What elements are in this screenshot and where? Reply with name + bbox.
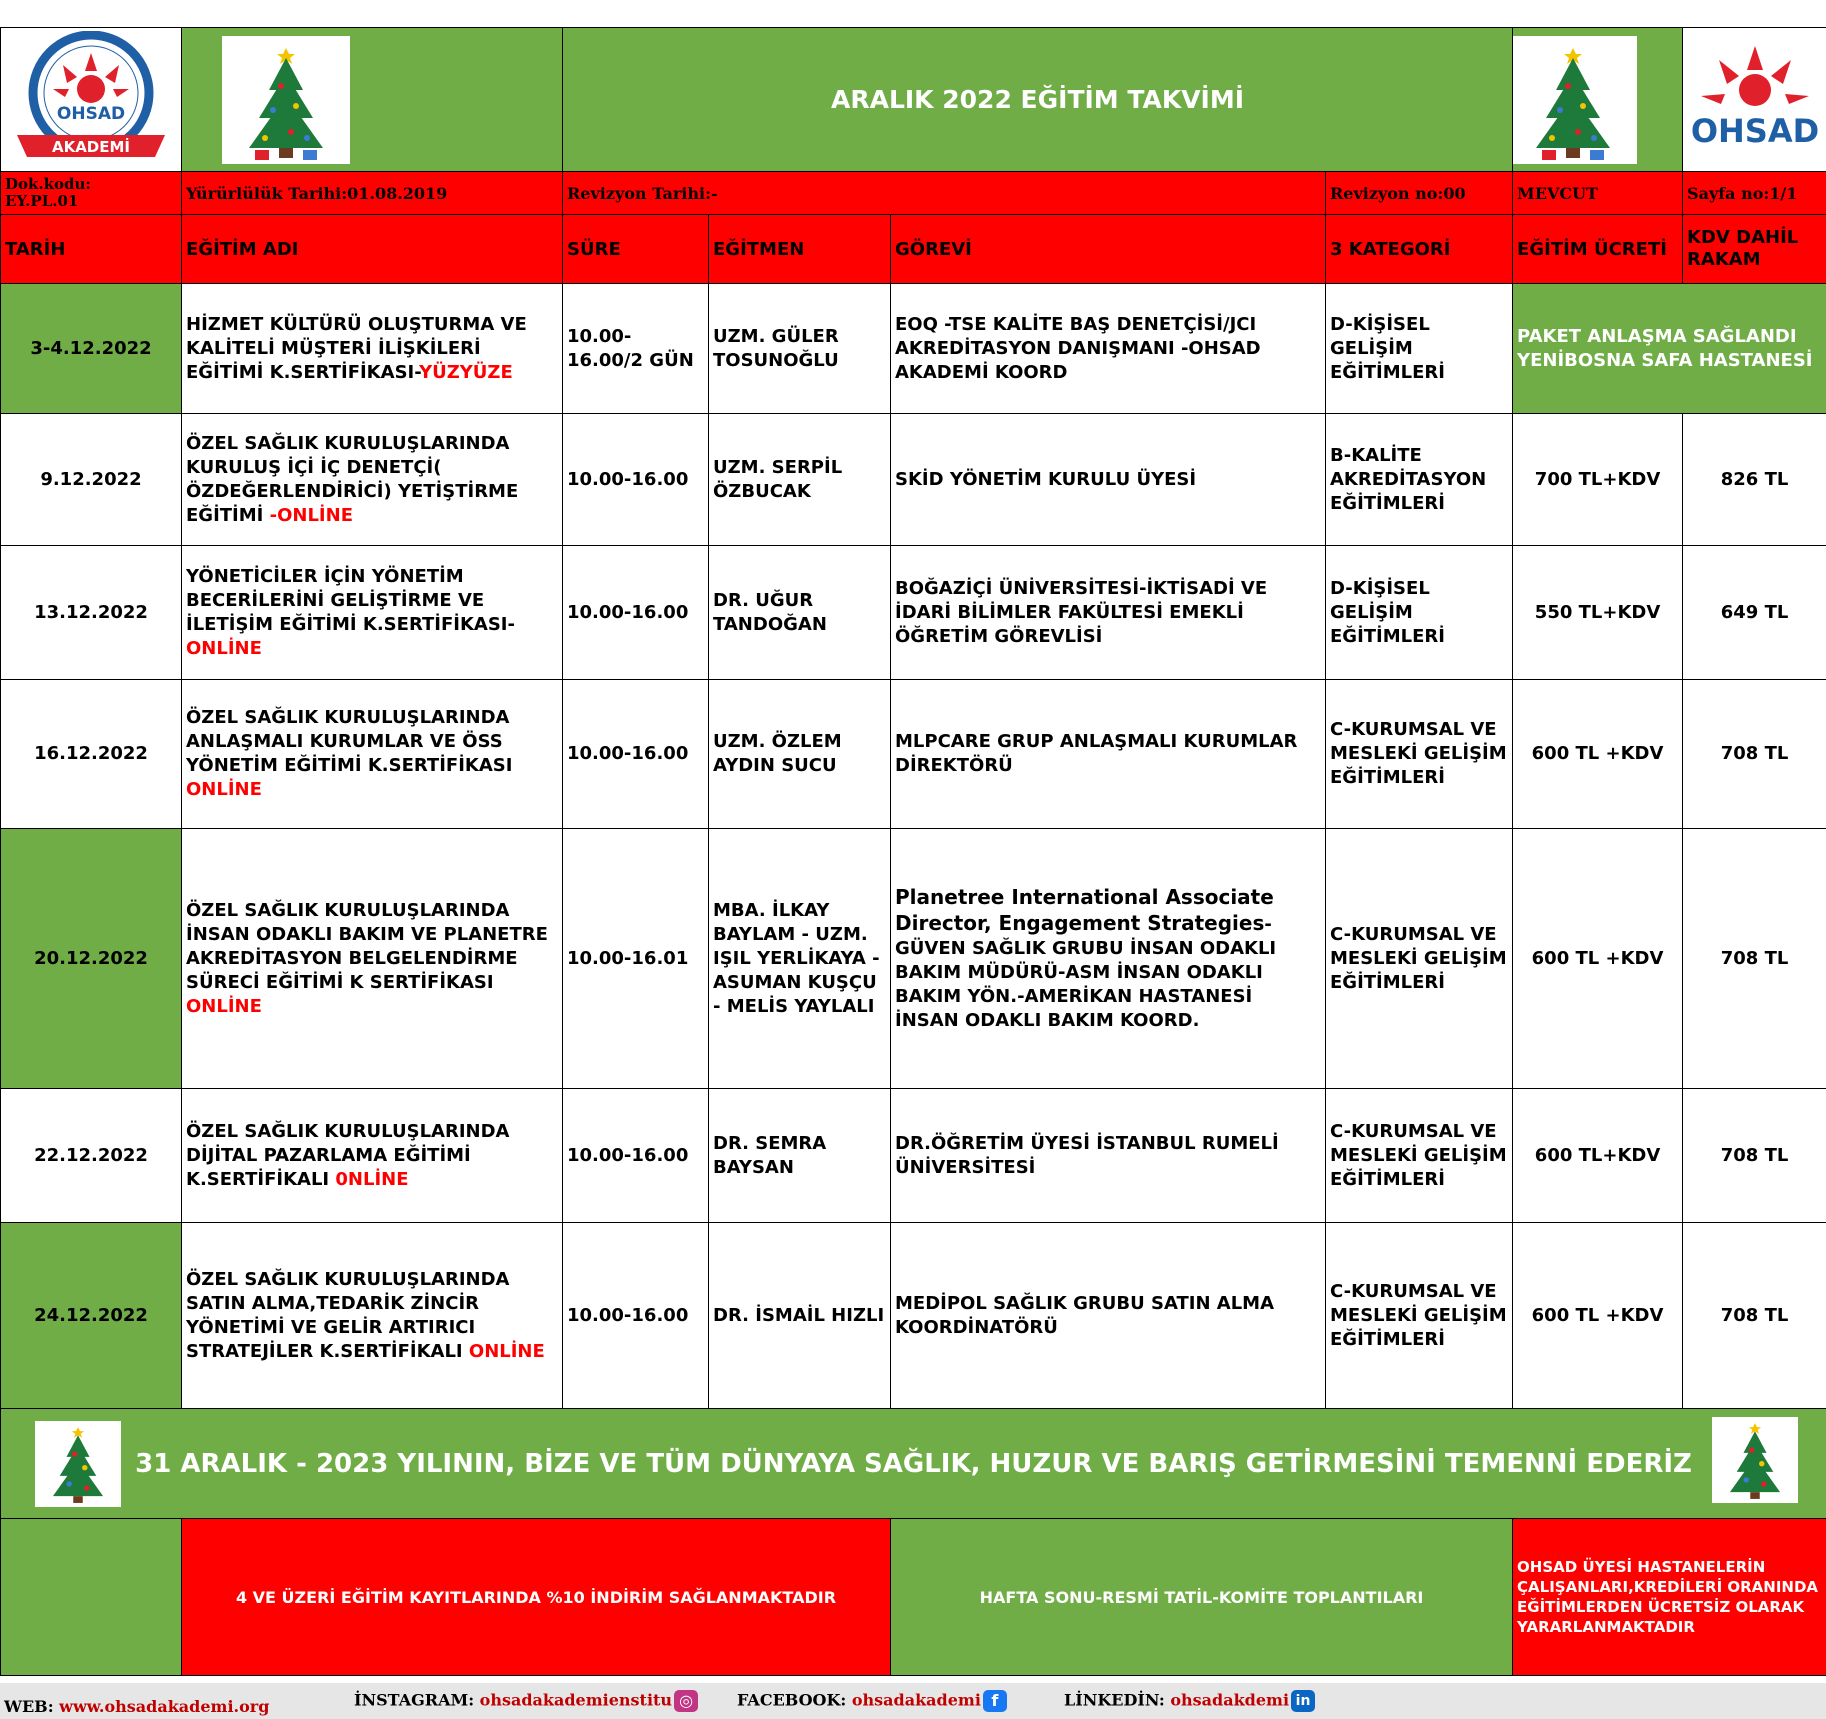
christmas-tree-icon: [222, 36, 350, 164]
trainer-name: UZM. SERPİL ÖZBUCAK: [709, 414, 891, 546]
page-number: Sayfa no:1/1: [1683, 172, 1826, 215]
format-tag: ONLİNE: [186, 637, 262, 659]
facebook-icon: f: [983, 1690, 1007, 1712]
greeting-row: [1, 1409, 1826, 1519]
table-row: [1, 1223, 1826, 1409]
trainer-name: DR. SEMRA BAYSAN: [709, 1089, 891, 1223]
trainer-role: MEDİPOL SAĞLIK GRUBU SATIN ALMA KOORDİNATÖRÜ: [891, 1223, 1326, 1409]
training-fee: 550 TL+KDV: [1513, 546, 1683, 680]
ohsad-logo: [1683, 28, 1826, 172]
format-tag: -ONLİNE: [269, 504, 353, 526]
training-date: 9.12.2022: [1, 414, 182, 546]
column-header-row: [1, 215, 1826, 284]
revision-date: Revizyon Tarihi:-: [563, 172, 1326, 215]
fee-with-vat: 708 TL: [1683, 1089, 1826, 1223]
training-name: HİZMET KÜLTÜRÜ OLUŞTURMA VE KALİTELİ MÜŞTERİ İLİŞKİLERİ EĞİTİMİ K.SERTİFİKASI-YÜZYÜZE: [182, 284, 563, 414]
trainer-role: BOĞAZİÇİ ÜNİVERSİTESİ-İKTİSADİ VE İDARİ BİLİMLER FAKÜLTESİ EMEKLİ ÖĞRETİM GÖREVLİSİ: [891, 546, 1326, 680]
christmas-tree-icon: [35, 1421, 121, 1507]
trainer-name: DR. İSMAİL HIZLI: [709, 1223, 891, 1409]
trainer-role: EOQ -TSE KALİTE BAŞ DENETÇİSİ/JCI AKREDİTASYON DANIŞMANI -OHSAD AKADEMİ KOORD: [891, 284, 1326, 414]
training-category: C-KURUMSAL VE MESLEKİ GELİŞİM EĞİTİMLERİ: [1326, 829, 1513, 1089]
status: MEVCUT: [1513, 172, 1683, 215]
training-duration: 10.00-16.00: [563, 1223, 709, 1409]
effective-date: Yürürlülük Tarihi:01.08.2019: [182, 172, 563, 215]
document-meta-row: [1, 172, 1826, 215]
member-note: OHSAD ÜYESİ HASTANELERİN ÇALIŞANLARI,KREDİLERİ ORANINDA EĞİTİMLERDEN ÜCRETSİZ OLARAK YARARLANMAKTADIR: [1513, 1519, 1826, 1676]
christmas-tree-icon: [1712, 1417, 1798, 1503]
training-duration: 10.00-16.00: [563, 414, 709, 546]
notes-spacer: [1, 1519, 182, 1676]
format-tag: YÜZYÜZE: [419, 361, 513, 383]
trainer-name: UZM. ÖZLEM AYDIN SUCU: [709, 680, 891, 829]
facebook-link[interactable]: FACEBOOK: ohsadakademi f: [737, 1690, 1007, 1712]
doc-code: Dok.kodu: EY.PL.01: [1, 172, 182, 215]
training-category: C-KURUMSAL VE MESLEKİ GELİŞİM EĞİTİMLERİ: [1326, 680, 1513, 829]
social-links-bar: [0, 1683, 1826, 1719]
format-tag: ONLİNE: [468, 1340, 545, 1362]
training-name: ÖZEL SAĞLIK KURULUŞLARINDA İNSAN ODAKLI BAKIM VE PLANETRE AKREDİTASYON BELGELENDİRME SÜRECİ EĞİTİMİ K SERTİFİKASI ONLİNE: [182, 829, 563, 1089]
training-date: 24.12.2022: [1, 1223, 182, 1409]
calendar-table: [0, 27, 1826, 1676]
trainer-role: DR.ÖĞRETİM ÜYESİ İSTANBUL RUMELİ ÜNİVERSİTESİ: [891, 1089, 1326, 1223]
format-tag: 0NLİNE: [335, 1168, 409, 1190]
training-name: ÖZEL SAĞLIK KURULUŞLARINDA DİJİTAL PAZARLAMA EĞİTİMİ K.SERTİFİKALI 0NLİNE: [182, 1089, 563, 1223]
training-duration: 10.00-16.00: [563, 1089, 709, 1223]
fee-with-vat: 708 TL: [1683, 829, 1826, 1089]
training-fee: 600 TL +KDV: [1513, 1223, 1683, 1409]
ohsad-akademi-logo: [1, 28, 182, 172]
discount-note: 4 VE ÜZERİ EĞİTİM KAYITLARINDA %10 İNDİRİM SAĞLANMAKTADIR: [182, 1519, 891, 1676]
training-fee: 700 TL+KDV: [1513, 414, 1683, 546]
web-link[interactable]: WEB: www.ohsadakademi.org: [4, 1697, 270, 1716]
table-row: [1, 284, 1826, 414]
weekend-note: HAFTA SONU-RESMİ TATİL-KOMİTE TOPLANTILARI: [891, 1519, 1513, 1676]
linkedin-icon: in: [1291, 1690, 1315, 1712]
training-date: 13.12.2022: [1, 546, 182, 680]
fee-with-vat: 649 TL: [1683, 546, 1826, 680]
format-tag: ONLİNE: [186, 995, 262, 1017]
linkedin-link[interactable]: LİNKEDİN: ohsadakdemi in: [1064, 1690, 1315, 1712]
table-row: [1, 546, 1826, 680]
training-date: 3-4.12.2022: [1, 284, 182, 414]
col-vat: KDV DAHİL RAKAM: [1683, 215, 1826, 284]
training-category: D-KİŞİSEL GELİŞİM EĞİTİMLERİ: [1326, 546, 1513, 680]
greeting-message: 31 ARALIK - 2023 YILININ, BİZE VE TÜM DÜNYAYA SAĞLIK, HUZUR VE BARIŞ GETİRMESİNİ TEMENNİ EDERİZ: [135, 1448, 1692, 1479]
table-row: [1, 1089, 1826, 1223]
revision-no: Revizyon no:00: [1326, 172, 1513, 215]
table-row: [1, 680, 1826, 829]
training-duration: 10.00-16.00: [563, 680, 709, 829]
training-name: ÖZEL SAĞLIK KURULUŞLARINDA KURULUŞ İÇİ İÇ DENETÇİ( ÖZDEĞERLENDİRİCİ) YETİŞTİRME EĞİTİMİ -ONLİNE: [182, 414, 563, 546]
training-date: 20.12.2022: [1, 829, 182, 1089]
col-name: EĞİTİM ADI: [182, 215, 563, 284]
tree-cell-left: [182, 28, 563, 172]
instagram-icon: ◎: [674, 1690, 698, 1712]
fee-with-vat: 708 TL: [1683, 680, 1826, 829]
fee-with-vat: 708 TL: [1683, 1223, 1826, 1409]
trainer-name: UZM. GÜLER TOSUNOĞLU: [709, 284, 891, 414]
training-fee: 600 TL +KDV: [1513, 829, 1683, 1089]
training-duration: 10.00-16.00/2 GÜN: [563, 284, 709, 414]
svg-text:OHSAD: OHSAD: [1690, 111, 1820, 150]
instagram-link[interactable]: İNSTAGRAM: ohsadakademienstitu ◎: [354, 1690, 698, 1712]
training-duration: 10.00-16.00: [563, 546, 709, 680]
svg-text:OHSAD: OHSAD: [56, 103, 126, 124]
trainer-role-lead: Planetree International Associate Director, Engagement Strategies: [895, 884, 1274, 935]
notes-row: [1, 1519, 1826, 1676]
training-calendar-sheet: [0, 27, 1826, 1676]
training-category: C-KURUMSAL VE MESLEKİ GELİŞİM EĞİTİMLERİ: [1326, 1223, 1513, 1409]
training-date: 22.12.2022: [1, 1089, 182, 1223]
trainer-name: DR. UĞUR TANDOĞAN: [709, 546, 891, 680]
training-name: YÖNETİCİLER İÇİN YÖNETİM BECERİLERİNİ GELİŞTİRME VE İLETİŞİM EĞİTİMİ K.SERTİFİKASI-ONLİNE: [182, 546, 563, 680]
training-name: ÖZEL SAĞLIK KURULUŞLARINDA ANLAŞMALI KURUMLAR VE ÖSS YÖNETİM EĞİTİMİ K.SERTİFİKASI ONLİNE: [182, 680, 563, 829]
trainer-role: MLPCARE GRUP ANLAŞMALI KURUMLAR DİREKTÖRÜ: [891, 680, 1326, 829]
training-category: D-KİŞİSEL GELİŞİM EĞİTİMLERİ: [1326, 284, 1513, 414]
title-row: [1, 28, 1826, 172]
trainer-role: SKİD YÖNETİM KURULU ÜYESİ: [891, 414, 1326, 546]
package-note: PAKET ANLAŞMA SAĞLANDI YENİBOSNA SAFA HASTANESİ: [1513, 284, 1826, 414]
col-date: TARİH: [1, 215, 182, 284]
tree-cell-right: [1513, 28, 1683, 172]
col-category: 3 KATEGORİ: [1326, 215, 1513, 284]
col-role: GÖREVİ: [891, 215, 1326, 284]
training-duration: 10.00-16.01: [563, 829, 709, 1089]
training-fee: 600 TL+KDV: [1513, 1089, 1683, 1223]
training-name: ÖZEL SAĞLIK KURULUŞLARINDA SATIN ALMA,TEDARİK ZİNCİR YÖNETİMİ VE GELİR ARTIRICI STRATEJİLER K.SERTİFİKALI ONLİNE: [182, 1223, 563, 1409]
training-category: C-KURUMSAL VE MESLEKİ GELİŞİM EĞİTİMLERİ: [1326, 1089, 1513, 1223]
col-fee: EĞİTİM ÜCRETİ: [1513, 215, 1683, 284]
training-date: 16.12.2022: [1, 680, 182, 829]
training-category: B-KALİTE AKREDİTASYON EĞİTİMLERİ: [1326, 414, 1513, 546]
trainer-role: Planetree International Associate Director, Engagement Strategies-GÜVEN SAĞLIK GRUBU İNSAN ODAKLI BAKIM MÜDÜRÜ-ASM İNSAN ODAKLI BAKIM YÖN.-AMERİKAN HASTANESİ İNSAN ODAKLI BAKIM KOORD.: [891, 829, 1326, 1089]
page-title: ARALIK 2022 EĞİTİM TAKVİMİ: [563, 28, 1513, 172]
col-trainer: EĞİTMEN: [709, 215, 891, 284]
col-duration: SÜRE: [563, 215, 709, 284]
fee-with-vat: 826 TL: [1683, 414, 1826, 546]
table-row: [1, 414, 1826, 546]
trainer-name: MBA. İLKAY BAYLAM - UZM. IŞIL YERLİKAYA - ASUMAN KUŞÇU - MELİS YAYLALI: [709, 829, 891, 1089]
table-row: [1, 829, 1826, 1089]
svg-text:AKADEMİ: AKADEMİ: [51, 137, 131, 156]
format-tag: ONLİNE: [186, 779, 262, 800]
training-fee: 600 TL +KDV: [1513, 680, 1683, 829]
christmas-tree-icon: [1513, 36, 1638, 164]
